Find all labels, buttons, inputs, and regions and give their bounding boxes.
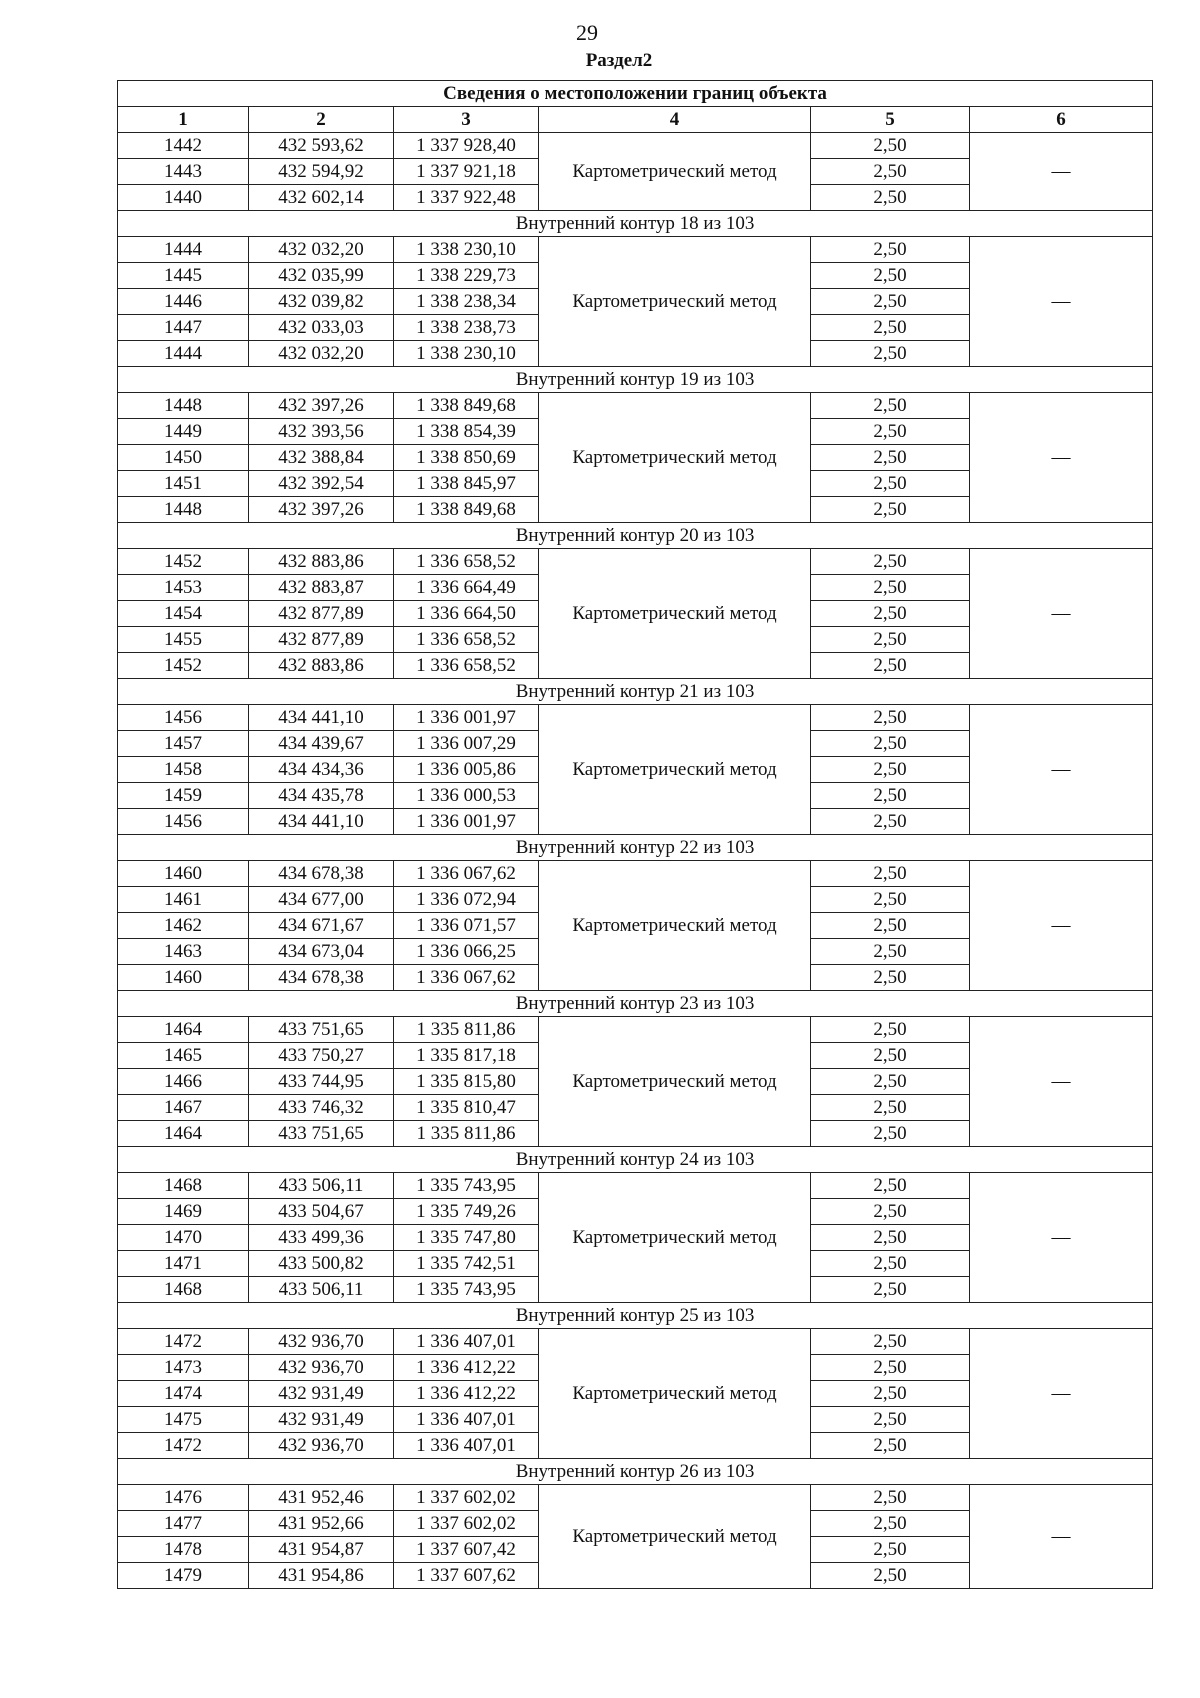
point-number-cell: 1478 — [118, 1537, 249, 1563]
contour-header-row — [118, 679, 1153, 705]
point-number-cell: 1462 — [118, 913, 249, 939]
accuracy-cell: 2,50 — [811, 887, 970, 913]
section-title: Раздел2 — [585, 50, 653, 71]
y-coordinate-cell: 1 335 747,80 — [394, 1225, 539, 1251]
point-number-cell: 1449 — [118, 419, 249, 445]
accuracy-cell: 2,50 — [811, 1095, 970, 1121]
y-coordinate-cell: 1 336 005,86 — [394, 757, 539, 783]
point-number-cell: 1475 — [118, 1407, 249, 1433]
x-coordinate-cell: 432 393,56 — [249, 419, 394, 445]
y-coordinate-cell: 1 335 815,80 — [394, 1069, 539, 1095]
y-coordinate-cell: 1 336 407,01 — [394, 1329, 539, 1355]
x-coordinate-cell: 432 392,54 — [249, 471, 394, 497]
accuracy-cell: 2,50 — [811, 1563, 970, 1589]
table-row — [118, 1017, 1153, 1043]
point-number-cell: 1448 — [118, 393, 249, 419]
point-number-cell: 1452 — [118, 549, 249, 575]
point-number-cell: 1464 — [118, 1017, 249, 1043]
accuracy-cell: 2,50 — [811, 1537, 970, 1563]
y-coordinate-cell: 1 338 238,34 — [394, 289, 539, 315]
point-number-cell: 1476 — [118, 1485, 249, 1511]
point-number-cell: 1471 — [118, 1251, 249, 1277]
point-number-cell: 1456 — [118, 809, 249, 835]
table-row — [118, 133, 1153, 159]
x-coordinate-cell: 433 499,36 — [249, 1225, 394, 1251]
contour-header-row — [118, 211, 1153, 237]
x-coordinate-cell: 433 506,11 — [249, 1173, 394, 1199]
column-header-3: 3 — [394, 107, 539, 133]
accuracy-cell: 2,50 — [811, 601, 970, 627]
y-coordinate-cell: 1 338 845,97 — [394, 471, 539, 497]
point-number-cell: 1464 — [118, 1121, 249, 1147]
y-coordinate-cell: 1 336 658,52 — [394, 653, 539, 679]
accuracy-cell: 2,50 — [811, 1199, 970, 1225]
x-coordinate-cell: 432 936,70 — [249, 1433, 394, 1459]
accuracy-cell: 2,50 — [811, 913, 970, 939]
point-number-cell: 1458 — [118, 757, 249, 783]
x-coordinate-cell: 432 397,26 — [249, 393, 394, 419]
accuracy-cell: 2,50 — [811, 1329, 970, 1355]
accuracy-cell: 2,50 — [811, 1485, 970, 1511]
accuracy-cell: 2,50 — [811, 497, 970, 523]
y-coordinate-cell: 1 336 071,57 — [394, 913, 539, 939]
accuracy-cell: 2,50 — [811, 1173, 970, 1199]
y-coordinate-cell: 1 336 066,25 — [394, 939, 539, 965]
y-coordinate-cell: 1 337 607,42 — [394, 1537, 539, 1563]
y-coordinate-cell: 1 338 849,68 — [394, 393, 539, 419]
accuracy-cell: 2,50 — [811, 315, 970, 341]
accuracy-cell: 2,50 — [811, 341, 970, 367]
accuracy-cell: 2,50 — [811, 393, 970, 419]
method-cell: Картометрический метод — [539, 1485, 811, 1589]
point-number-cell: 1460 — [118, 861, 249, 887]
y-coordinate-cell: 1 337 921,18 — [394, 159, 539, 185]
x-coordinate-cell: 433 751,65 — [249, 1017, 394, 1043]
table-row — [118, 1173, 1153, 1199]
x-coordinate-cell: 433 746,32 — [249, 1095, 394, 1121]
point-number-cell: 1466 — [118, 1069, 249, 1095]
x-coordinate-cell: 434 678,38 — [249, 965, 394, 991]
x-coordinate-cell: 432 602,14 — [249, 185, 394, 211]
accuracy-cell: 2,50 — [811, 783, 970, 809]
y-coordinate-cell: 1 335 811,86 — [394, 1017, 539, 1043]
point-number-cell: 1474 — [118, 1381, 249, 1407]
point-number-cell: 1444 — [118, 237, 249, 263]
contour-header-row — [118, 1459, 1153, 1485]
accuracy-cell: 2,50 — [811, 939, 970, 965]
accuracy-cell: 2,50 — [811, 237, 970, 263]
description-cell: — — [970, 1173, 1153, 1303]
x-coordinate-cell: 432 877,89 — [249, 627, 394, 653]
point-number-cell: 1443 — [118, 159, 249, 185]
point-number-cell: 1465 — [118, 1043, 249, 1069]
boundary-coordinates-table — [117, 80, 1153, 1589]
y-coordinate-cell: 1 337 928,40 — [394, 133, 539, 159]
y-coordinate-cell: 1 336 007,29 — [394, 731, 539, 757]
y-coordinate-cell: 1 335 749,26 — [394, 1199, 539, 1225]
accuracy-cell: 2,50 — [811, 1433, 970, 1459]
table-row — [118, 237, 1153, 263]
x-coordinate-cell: 431 952,66 — [249, 1511, 394, 1537]
point-number-cell: 1468 — [118, 1173, 249, 1199]
accuracy-cell: 2,50 — [811, 185, 970, 211]
accuracy-cell: 2,50 — [811, 159, 970, 185]
accuracy-cell: 2,50 — [811, 1355, 970, 1381]
x-coordinate-cell: 432 032,20 — [249, 237, 394, 263]
description-cell: — — [970, 705, 1153, 835]
x-coordinate-cell: 433 744,95 — [249, 1069, 394, 1095]
accuracy-cell: 2,50 — [811, 757, 970, 783]
x-coordinate-cell: 431 954,86 — [249, 1563, 394, 1589]
column-header-1: 1 — [118, 107, 249, 133]
y-coordinate-cell: 1 338 854,39 — [394, 419, 539, 445]
point-number-cell: 1479 — [118, 1563, 249, 1589]
contour-label: Внутренний контур 20 из 103 — [118, 523, 1153, 549]
x-coordinate-cell: 434 671,67 — [249, 913, 394, 939]
y-coordinate-cell: 1 335 743,95 — [394, 1277, 539, 1303]
y-coordinate-cell: 1 337 922,48 — [394, 185, 539, 211]
accuracy-cell: 2,50 — [811, 965, 970, 991]
y-coordinate-cell: 1 336 072,94 — [394, 887, 539, 913]
description-cell: — — [970, 549, 1153, 679]
point-number-cell: 1457 — [118, 731, 249, 757]
contour-header-row — [118, 367, 1153, 393]
point-number-cell: 1473 — [118, 1355, 249, 1381]
contour-header-row — [118, 523, 1153, 549]
accuracy-cell: 2,50 — [811, 809, 970, 835]
accuracy-cell: 2,50 — [811, 705, 970, 731]
accuracy-cell: 2,50 — [811, 1381, 970, 1407]
column-header-5: 5 — [811, 107, 970, 133]
method-cell: Картометрический метод — [539, 705, 811, 835]
point-number-cell: 1469 — [118, 1199, 249, 1225]
y-coordinate-cell: 1 335 811,86 — [394, 1121, 539, 1147]
x-coordinate-cell: 433 500,82 — [249, 1251, 394, 1277]
column-header-4: 4 — [539, 107, 811, 133]
x-coordinate-cell: 432 883,86 — [249, 653, 394, 679]
point-number-cell: 1477 — [118, 1511, 249, 1537]
table-row — [118, 705, 1153, 731]
accuracy-cell: 2,50 — [811, 133, 970, 159]
x-coordinate-cell: 432 035,99 — [249, 263, 394, 289]
y-coordinate-cell: 1 336 412,22 — [394, 1355, 539, 1381]
point-number-cell: 1467 — [118, 1095, 249, 1121]
y-coordinate-cell: 1 338 229,73 — [394, 263, 539, 289]
y-coordinate-cell: 1 336 412,22 — [394, 1381, 539, 1407]
table-row — [118, 549, 1153, 575]
accuracy-cell: 2,50 — [811, 1017, 970, 1043]
method-cell: Картометрический метод — [539, 133, 811, 211]
x-coordinate-cell: 433 504,67 — [249, 1199, 394, 1225]
point-number-cell: 1454 — [118, 601, 249, 627]
contour-header-row — [118, 991, 1153, 1017]
x-coordinate-cell: 434 678,38 — [249, 861, 394, 887]
accuracy-cell: 2,50 — [811, 1043, 970, 1069]
x-coordinate-cell: 432 032,20 — [249, 341, 394, 367]
contour-label: Внутренний контур 18 из 103 — [118, 211, 1153, 237]
y-coordinate-cell: 1 335 810,47 — [394, 1095, 539, 1121]
accuracy-cell: 2,50 — [811, 289, 970, 315]
table-row — [118, 393, 1153, 419]
point-number-cell: 1440 — [118, 185, 249, 211]
x-coordinate-cell: 432 931,49 — [249, 1381, 394, 1407]
x-coordinate-cell: 432 594,92 — [249, 159, 394, 185]
y-coordinate-cell: 1 336 407,01 — [394, 1433, 539, 1459]
point-number-cell: 1460 — [118, 965, 249, 991]
contour-header-row — [118, 1147, 1153, 1173]
contour-header-row — [118, 1303, 1153, 1329]
point-number-cell: 1452 — [118, 653, 249, 679]
method-cell: Картометрический метод — [539, 1173, 811, 1303]
table-row — [118, 1485, 1153, 1511]
description-cell: — — [970, 237, 1153, 367]
x-coordinate-cell: 432 883,87 — [249, 575, 394, 601]
point-number-cell: 1463 — [118, 939, 249, 965]
accuracy-cell: 2,50 — [811, 861, 970, 887]
description-cell: — — [970, 1329, 1153, 1459]
point-number-cell: 1468 — [118, 1277, 249, 1303]
accuracy-cell: 2,50 — [811, 445, 970, 471]
accuracy-cell: 2,50 — [811, 471, 970, 497]
contour-label: Внутренний контур 26 из 103 — [118, 1459, 1153, 1485]
x-coordinate-cell: 432 593,62 — [249, 133, 394, 159]
accuracy-cell: 2,50 — [811, 1251, 970, 1277]
x-coordinate-cell: 434 677,00 — [249, 887, 394, 913]
y-coordinate-cell: 1 336 001,97 — [394, 809, 539, 835]
method-cell: Картометрический метод — [539, 549, 811, 679]
y-coordinate-cell: 1 338 850,69 — [394, 445, 539, 471]
point-number-cell: 1446 — [118, 289, 249, 315]
y-coordinate-cell: 1 337 602,02 — [394, 1511, 539, 1537]
method-cell: Картометрический метод — [539, 393, 811, 523]
y-coordinate-cell: 1 336 001,97 — [394, 705, 539, 731]
point-number-cell: 1472 — [118, 1329, 249, 1355]
y-coordinate-cell: 1 336 407,01 — [394, 1407, 539, 1433]
table-row — [118, 1329, 1153, 1355]
description-cell: — — [970, 393, 1153, 523]
x-coordinate-cell: 434 441,10 — [249, 809, 394, 835]
column-header-2: 2 — [249, 107, 394, 133]
accuracy-cell: 2,50 — [811, 627, 970, 653]
x-coordinate-cell: 432 877,89 — [249, 601, 394, 627]
y-coordinate-cell: 1 336 658,52 — [394, 549, 539, 575]
accuracy-cell: 2,50 — [811, 1277, 970, 1303]
point-number-cell: 1470 — [118, 1225, 249, 1251]
accuracy-cell: 2,50 — [811, 1069, 970, 1095]
y-coordinate-cell: 1 336 000,53 — [394, 783, 539, 809]
point-number-cell: 1450 — [118, 445, 249, 471]
point-number-cell: 1451 — [118, 471, 249, 497]
column-header-row — [118, 107, 1153, 133]
accuracy-cell: 2,50 — [811, 419, 970, 445]
description-cell: — — [970, 1485, 1153, 1589]
table-caption: Сведения о местоположении границ объекта — [118, 81, 1153, 107]
accuracy-cell: 2,50 — [811, 549, 970, 575]
x-coordinate-cell: 433 506,11 — [249, 1277, 394, 1303]
y-coordinate-cell: 1 336 658,52 — [394, 627, 539, 653]
y-coordinate-cell: 1 336 067,62 — [394, 861, 539, 887]
description-cell: — — [970, 1017, 1153, 1147]
accuracy-cell: 2,50 — [811, 575, 970, 601]
x-coordinate-cell: 432 039,82 — [249, 289, 394, 315]
y-coordinate-cell: 1 337 607,62 — [394, 1563, 539, 1589]
method-cell: Картометрический метод — [539, 1329, 811, 1459]
y-coordinate-cell: 1 338 230,10 — [394, 341, 539, 367]
column-header-6: 6 — [970, 107, 1153, 133]
x-coordinate-cell: 434 434,36 — [249, 757, 394, 783]
accuracy-cell: 2,50 — [811, 1511, 970, 1537]
method-cell: Картометрический метод — [539, 237, 811, 367]
x-coordinate-cell: 431 954,87 — [249, 1537, 394, 1563]
accuracy-cell: 2,50 — [811, 1225, 970, 1251]
point-number-cell: 1442 — [118, 133, 249, 159]
y-coordinate-cell: 1 337 602,02 — [394, 1485, 539, 1511]
y-coordinate-cell: 1 335 742,51 — [394, 1251, 539, 1277]
y-coordinate-cell: 1 335 817,18 — [394, 1043, 539, 1069]
point-number-cell: 1445 — [118, 263, 249, 289]
table-caption-row — [118, 81, 1153, 107]
contour-label: Внутренний контур 21 из 103 — [118, 679, 1153, 705]
table-body — [118, 133, 1153, 1589]
y-coordinate-cell: 1 338 849,68 — [394, 497, 539, 523]
x-coordinate-cell: 432 931,49 — [249, 1407, 394, 1433]
accuracy-cell: 2,50 — [811, 653, 970, 679]
x-coordinate-cell: 432 033,03 — [249, 315, 394, 341]
y-coordinate-cell: 1 338 230,10 — [394, 237, 539, 263]
point-number-cell: 1453 — [118, 575, 249, 601]
accuracy-cell: 2,50 — [811, 263, 970, 289]
y-coordinate-cell: 1 336 664,49 — [394, 575, 539, 601]
contour-label: Внутренний контур 23 из 103 — [118, 991, 1153, 1017]
method-cell: Картометрический метод — [539, 861, 811, 991]
description-cell: — — [970, 133, 1153, 211]
point-number-cell: 1456 — [118, 705, 249, 731]
x-coordinate-cell: 433 750,27 — [249, 1043, 394, 1069]
x-coordinate-cell: 432 883,86 — [249, 549, 394, 575]
x-coordinate-cell: 432 936,70 — [249, 1329, 394, 1355]
x-coordinate-cell: 434 439,67 — [249, 731, 394, 757]
point-number-cell: 1444 — [118, 341, 249, 367]
y-coordinate-cell: 1 336 067,62 — [394, 965, 539, 991]
table-row — [118, 861, 1153, 887]
accuracy-cell: 2,50 — [811, 731, 970, 757]
contour-header-row — [118, 835, 1153, 861]
x-coordinate-cell: 434 673,04 — [249, 939, 394, 965]
x-coordinate-cell: 431 952,46 — [249, 1485, 394, 1511]
x-coordinate-cell: 432 388,84 — [249, 445, 394, 471]
contour-label: Внутренний контур 22 из 103 — [118, 835, 1153, 861]
x-coordinate-cell: 432 936,70 — [249, 1355, 394, 1381]
contour-label: Внутренний контур 25 из 103 — [118, 1303, 1153, 1329]
accuracy-cell: 2,50 — [811, 1407, 970, 1433]
x-coordinate-cell: 434 435,78 — [249, 783, 394, 809]
y-coordinate-cell: 1 335 743,95 — [394, 1173, 539, 1199]
description-cell: — — [970, 861, 1153, 991]
point-number-cell: 1472 — [118, 1433, 249, 1459]
method-cell: Картометрический метод — [539, 1017, 811, 1147]
x-coordinate-cell: 432 397,26 — [249, 497, 394, 523]
accuracy-cell: 2,50 — [811, 1121, 970, 1147]
contour-label: Внутренний контур 19 из 103 — [118, 367, 1153, 393]
y-coordinate-cell: 1 336 664,50 — [394, 601, 539, 627]
x-coordinate-cell: 434 441,10 — [249, 705, 394, 731]
y-coordinate-cell: 1 338 238,73 — [394, 315, 539, 341]
point-number-cell: 1448 — [118, 497, 249, 523]
contour-label: Внутренний контур 24 из 103 — [118, 1147, 1153, 1173]
page-number: 29 — [576, 20, 598, 45]
point-number-cell: 1459 — [118, 783, 249, 809]
x-coordinate-cell: 433 751,65 — [249, 1121, 394, 1147]
point-number-cell: 1447 — [118, 315, 249, 341]
point-number-cell: 1455 — [118, 627, 249, 653]
point-number-cell: 1461 — [118, 887, 249, 913]
